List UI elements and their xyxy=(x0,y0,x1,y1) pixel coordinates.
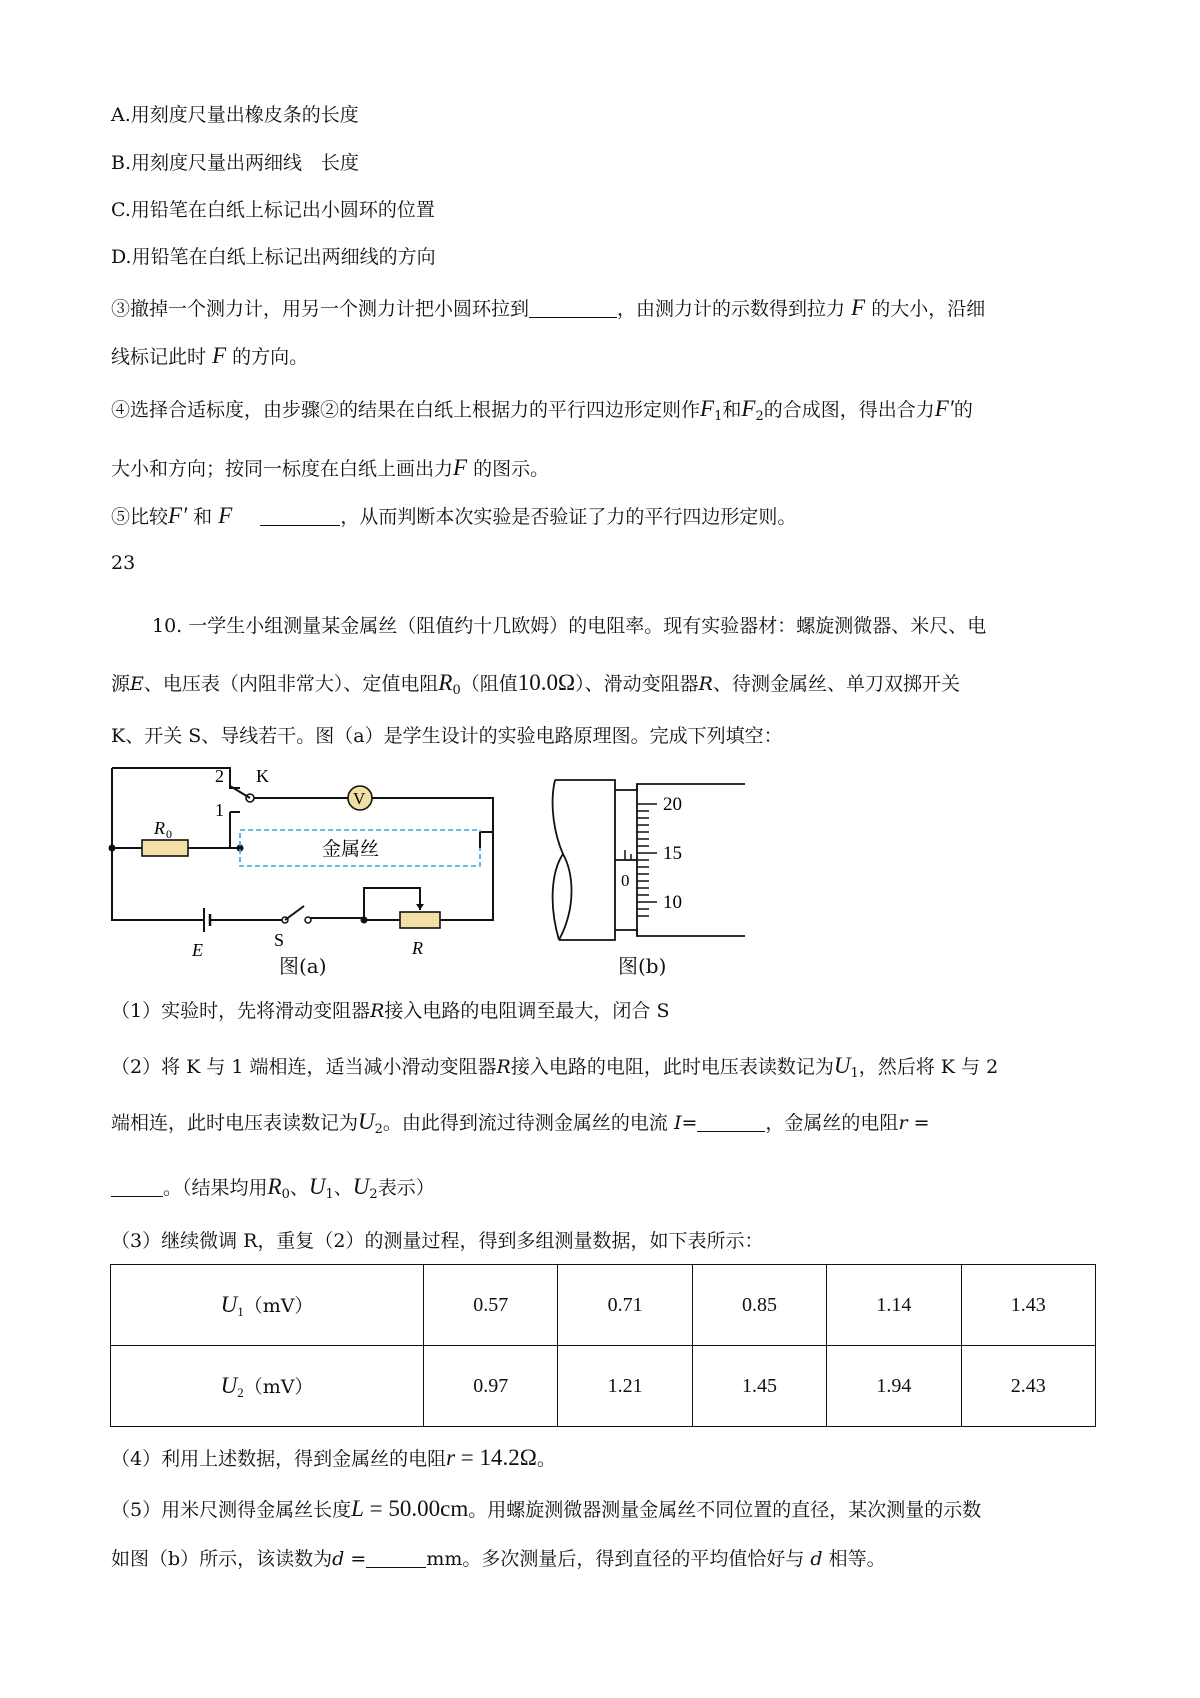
table-cell: 1.45 xyxy=(692,1346,826,1427)
step4-line2: 大小和方向；按同一标度在白纸上画出力F 的图示。 xyxy=(111,455,550,480)
rheostat xyxy=(400,912,440,928)
part2-line2: 端相连，此时电压表读数记为$U_2$。由此得到流过待测金属丝的电流 I= ，金属丝的电阻r = xyxy=(111,1109,930,1137)
part5-line2: 如图（b）所示，该读数为d = mm。多次测量后，得到直径的平均值恰好与 d 相等。 xyxy=(111,1548,886,1570)
switch-s-lever xyxy=(285,906,304,920)
r0-resistor xyxy=(142,840,188,856)
figure-a-caption: 图(a) xyxy=(279,954,327,978)
option-a: A.用刻度尺量出橡皮条的长度 xyxy=(111,104,359,126)
answer-blank[interactable] xyxy=(529,299,617,318)
answer-blank-diameter[interactable] xyxy=(366,1549,426,1568)
option-d: D.用铅笔在白纸上标记出两细线的方向 xyxy=(111,246,436,268)
label-r: R xyxy=(412,938,423,958)
part2-line1: （2）将 K 与 1 端相连，适当减小滑动变阻器R接入电路的电阻，此时电压表读数记为$U_1$，然后将 K 与 2 xyxy=(111,1053,999,1081)
table-cell: 2.43 xyxy=(961,1346,1095,1427)
tick-15: 15 xyxy=(663,843,682,864)
part3-line: （3）继续微调 R，重复（2）的测量过程，得到多组测量数据，如下表所示： xyxy=(111,1230,764,1252)
circuit-diagram xyxy=(100,760,520,960)
table-cell: 0.71 xyxy=(558,1265,692,1346)
table-cell: 0.97 xyxy=(424,1346,558,1427)
step3-line2: 线标记此时 F 的方向。 xyxy=(111,343,309,368)
table-cell: 0.57 xyxy=(424,1265,558,1346)
answer-blank[interactable] xyxy=(260,507,340,526)
part1-line: （1）实验时，先将滑动变阻器R接入电路的电阻调至最大，闭合 S xyxy=(111,1000,670,1022)
voltmeter-label: V xyxy=(353,789,366,808)
part4-line: （4）利用上述数据，得到金属丝的电阻r = 14.2Ω。 xyxy=(111,1445,556,1470)
table-header-u2: $U_2(mV)$ xyxy=(111,1346,424,1427)
table-cell: 1.21 xyxy=(558,1346,692,1427)
tick-20: 20 xyxy=(663,794,682,815)
step3-line1: ③撤掉一个测力计，用另一个测力计把小圆环拉到 ，由测力计的示数得到拉力 F 的大小，沿细 xyxy=(111,295,986,320)
table-row-u1 xyxy=(111,1265,1096,1346)
label-s: S xyxy=(274,930,285,950)
label-2: 2 xyxy=(215,766,224,786)
table-row-u2 xyxy=(111,1346,1096,1427)
measurement-table xyxy=(110,1264,1096,1427)
option-c: C.用铅笔在白纸上标记出小圆环的位置 xyxy=(111,199,435,221)
step5-line: ⑤比较F′ 和 F ，从而判断本次实验是否验证了力的平行四边形定则。 xyxy=(111,503,797,528)
label-k: K xyxy=(256,766,269,786)
part2-line3: 。（结果均用$R_0$、$U_1$、$U_2$表示） xyxy=(111,1175,435,1201)
figure-b-caption: 图(b) xyxy=(618,954,667,978)
label-e: E xyxy=(192,940,203,960)
table-cell: 1.14 xyxy=(827,1265,961,1346)
answer-blank-current[interactable] xyxy=(697,1113,765,1132)
label-1: 1 xyxy=(215,800,224,820)
label-metal-wire: 金属丝 xyxy=(322,838,380,860)
table-header-u1: $U_1(mV)$ xyxy=(111,1265,424,1346)
tick-10: 10 xyxy=(663,892,682,913)
label-r0-sub: 0 xyxy=(166,827,172,841)
page-number: 23 xyxy=(111,552,136,574)
table-cell: 1.43 xyxy=(961,1265,1095,1346)
thimble-ticks xyxy=(637,804,657,916)
main-scale-zero: 0 xyxy=(621,871,630,890)
q10-line3: K、开关 S、导线若干。图（a）是学生设计的实验电路原理图。完成下列填空： xyxy=(111,725,783,747)
table-cell: 1.94 xyxy=(827,1346,961,1427)
answer-blank-resistance[interactable] xyxy=(111,1178,163,1197)
label-r0: R xyxy=(154,818,165,838)
micrometer-diagram xyxy=(545,776,745,946)
step4-line1: ④选择合适标度，由步骤②的结果在白纸上根据力的平行四边形定则作$F_1$和$F_2$的合成图，得出合力F′的 xyxy=(111,396,973,424)
option-b: B.用刻度尺量出两细线 长度 xyxy=(111,152,360,174)
q10-line1: 10. 一学生小组测量某金属丝（阻值约十几欧姆）的电阻率。现有实验器材：螺旋测微器、米尺、电 xyxy=(152,615,987,637)
part5-line1: （5）用米尺测得金属丝长度L = 50.00cm。用螺旋测微器测量金属丝不同位置的直径，某次测量的示数 xyxy=(111,1496,982,1521)
q10-line2: 源E、电压表（内阻非常大）、定值电阻$R_0$（阻值10.0Ω）、滑动变阻器R、待测金属丝、单刀双掷开关 xyxy=(111,670,960,698)
table-cell: 0.85 xyxy=(692,1265,826,1346)
